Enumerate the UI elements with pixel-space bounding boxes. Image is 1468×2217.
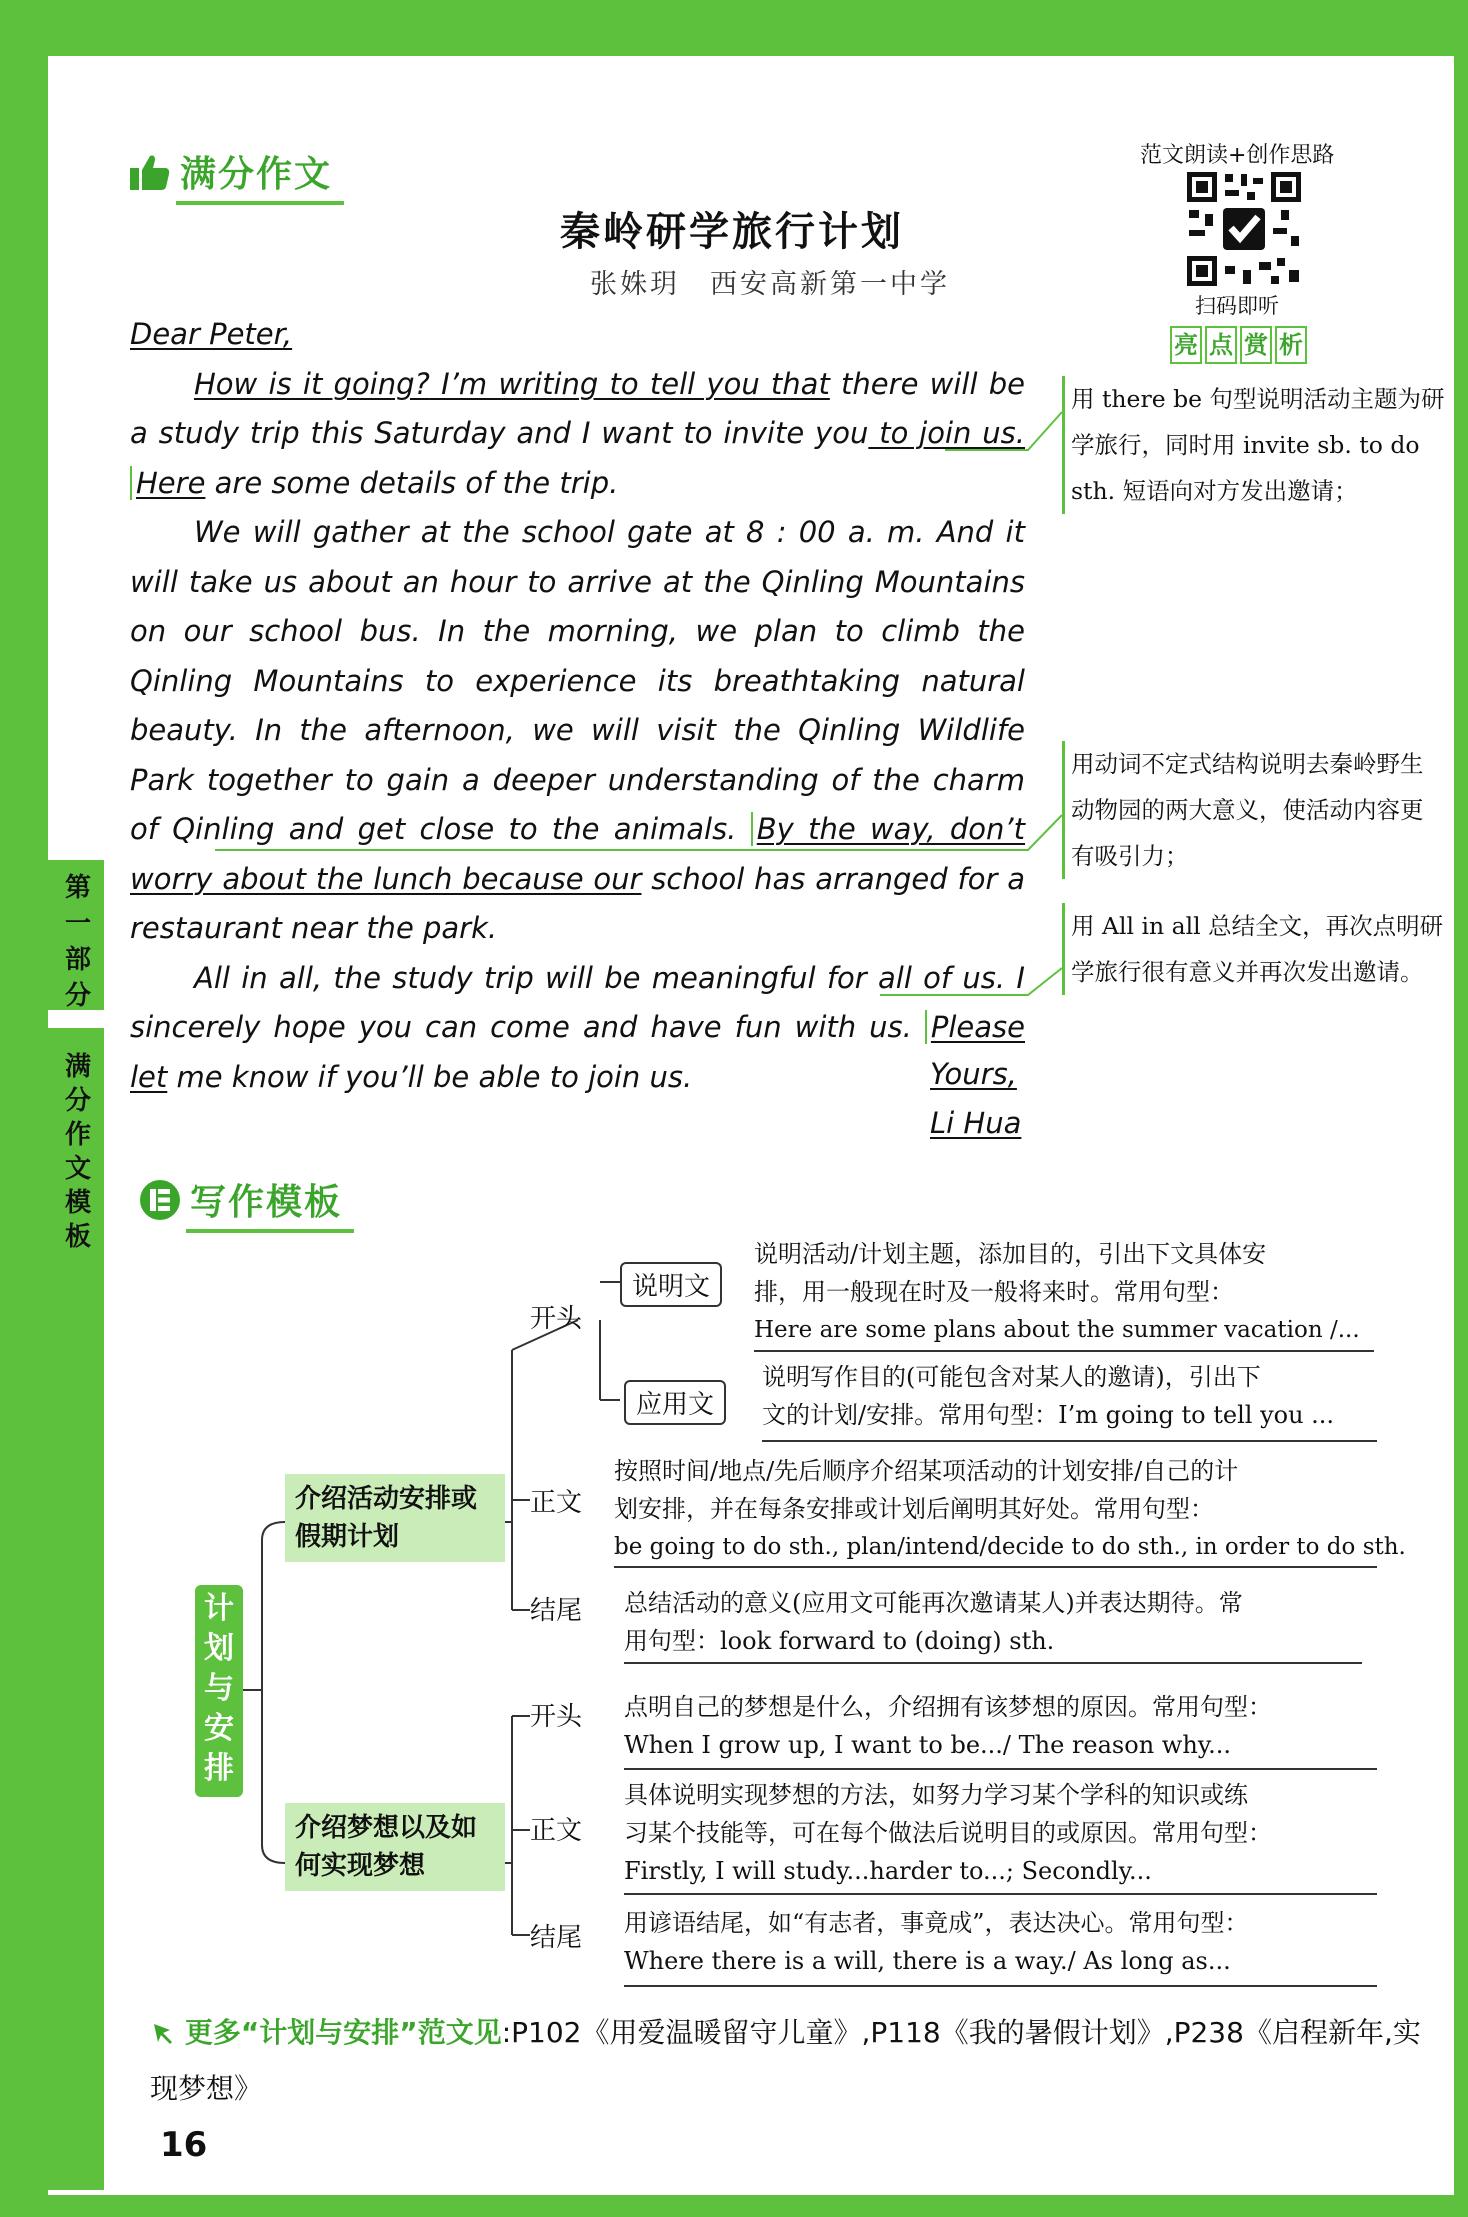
annotation-note-2: 用动词不定式结构说明去秦岭野生动物园的两大意义，使活动内容更有吸引力； (1062, 741, 1446, 879)
letter-p3-a: All in all, the study trip will be meaningful for all of us. I sincerely hope you can come and have fun with us. (130, 960, 1025, 1044)
template-rule (754, 1350, 1374, 1352)
sidebar-part-text: 第一部分 (64, 873, 91, 1011)
sidebar-title-text: 满分作文模板 (64, 1052, 91, 1252)
template-b2-body-line1: 具体说明实现梦想的方法，如努力学习某个学科的知识或练 (624, 1781, 1248, 1809)
template-b1-end: 结尾 (530, 1596, 583, 1626)
template-rule (624, 1768, 1377, 1770)
template-b1-open: 开头 (530, 1304, 583, 1334)
template-b2-open-line2: When I grow up, I want to be.../ The reason why... (624, 1731, 1232, 1759)
letter-p2-b: By the way, don’t worry about the lunch because our (130, 812, 1026, 896)
qr-sub-caption: 扫码即听 (1195, 294, 1279, 318)
template-b1-end-line1: 总结活动的意义(应用文可能再次邀请某人)并表达期待。常 (624, 1589, 1243, 1617)
letter-closing: Yours, (930, 1057, 1017, 1091)
more-references (150, 2005, 1440, 2117)
template-b1-body-line1: 按照时间/地点/先后顺序介绍某项活动的计划安排/自己的计 (614, 1457, 1239, 1485)
template-rule (624, 1662, 1362, 1664)
template-b1-body: 正文 (530, 1488, 583, 1518)
template-b1-open-sub2-line1: 说明写作目的(可能包含对某人的邀请)，引出下 (762, 1363, 1261, 1391)
letter-p1-a: How is it going? (194, 366, 430, 401)
page-number: 16 (160, 2125, 208, 2165)
template-b1-open-sub1-line3: Here are some plans about the summer vacation /... (754, 1317, 1360, 1343)
template-b2-open-line1: 点明自己的梦想是什么，介绍拥有该梦想的原因。常用句型： (624, 1693, 1272, 1721)
template-rule (624, 1893, 1377, 1895)
letter-p1-b: I’m writing to tell you that (429, 366, 830, 401)
annotation-note-3: 用 All in all 总结全文，再次点明研学旅行很有意义并再次发出邀请。 (1062, 903, 1446, 995)
essay-section-title: 满分作文 (180, 154, 333, 195)
letter-p2-c: school has arranged for a restaurant near the park. (130, 861, 1025, 945)
template-b2-body-line2: 习某个技能等，可在每个做法后说明目的或原因。常用句型： (624, 1819, 1272, 1847)
letter-p1-c: there will be a study trip this Saturday and I want to invite you (130, 366, 1025, 450)
template-b2-open: 开头 (530, 1702, 583, 1732)
template-root-text: 计划与安排 (204, 1591, 234, 1786)
letter-p3-b: Please let (130, 1010, 1025, 1094)
annotation-note-1: 用 there be 句型说明活动主题为研学旅行，同时用 invite sb. to do sth. 短语向对方发出邀请； (1062, 376, 1446, 514)
letter-p1-f: are some details of the trip. (205, 465, 619, 500)
template-root (195, 1585, 243, 1797)
template-b1-end-line2: 用句型：look forward to (doing) sth. (624, 1627, 1055, 1655)
template-rule (762, 1440, 1377, 1442)
essay-author: 张姝玥 西安高新第一中学 (590, 269, 950, 300)
template-b1-body-line2: 划安排，并在每条安排或计划后阐明其好处。常用句型： (614, 1495, 1214, 1523)
template-b1-open-sub2-line2: 文的计划/安排。常用句型：I’m going to tell you ... (762, 1401, 1335, 1429)
template-b1-open-sub1: 说明文 (620, 1262, 722, 1307)
template-b1-open-sub1-line1: 说明活动/计划主题，添加目的，引出下文具体安 (754, 1240, 1267, 1268)
essay-title: 秦岭研学旅行计划 (560, 208, 904, 255)
letter-p1-e: Here (130, 466, 205, 500)
highlight-char: 亮 (1170, 326, 1202, 364)
cursor-arrow-icon (150, 2020, 176, 2046)
template-b1-body-line3: be going to do sth., plan/intend/decide to do sth., in order to do sth. (614, 1534, 1406, 1560)
template-b2-body-line3: Firstly, I will study...harder to...; Secondly... (624, 1857, 1152, 1885)
template-b2-end-line2: Where there is a will, there is a way./ As long as... (624, 1947, 1231, 1975)
letter-salutation: Dear Peter, (130, 317, 293, 351)
template-b2-body: 正文 (530, 1816, 583, 1846)
template-b2-end: 结尾 (530, 1923, 583, 1953)
template-section-title: 写作模板 (190, 1182, 343, 1223)
template-rule (624, 1985, 1377, 1987)
letter-p3-c: me know if you’ll be able to join us. (167, 1059, 693, 1094)
template-rule (614, 1566, 1377, 1568)
letter-signature: Li Hua (930, 1106, 1022, 1140)
more-references-lead: 更多“计划与安排”范文见 (184, 2016, 502, 2049)
template-branch-1: 介绍活动安排或假期计划 (285, 1474, 505, 1562)
letter-p2-a: We will gather at the school gate at 8 : 00 a. m. And it will take us about an hour to arrive at the Qinling Mountains on our school bus. In the morning, we plan to climb the Qinling Mountains to experience its breathtaking natural beauty. In the afternoon, we will visit the Qinling Wildlife Park together to gain a deeper understanding of the charm of Qinling and get close to the animals. (130, 515, 1025, 846)
letter-p1-d: to join us. (868, 416, 1025, 450)
highlight-char: 点 (1205, 326, 1237, 364)
template-b1-open-sub2: 应用文 (624, 1380, 726, 1425)
template-branch-2: 介绍梦想以及如何实现梦想 (285, 1803, 505, 1891)
template-b2-end-line1: 用谚语结尾，如“有志者，事竟成”，表达决心。常用句型： (624, 1909, 1249, 1937)
qr-caption: 范文朗读+创作思路 (1140, 143, 1335, 168)
highlight-char: 赏 (1240, 326, 1272, 364)
more-references-list[interactable]: :P102《用爱温暖留守儿童》,P118《我的暑假计划》,P238《启程新年,实现梦想》 (150, 2016, 1421, 2105)
template-b1-open-sub1-line2: 排，用一般现在时及一般将来时。常用句型： (754, 1278, 1234, 1306)
highlight-char: 析 (1275, 326, 1307, 364)
